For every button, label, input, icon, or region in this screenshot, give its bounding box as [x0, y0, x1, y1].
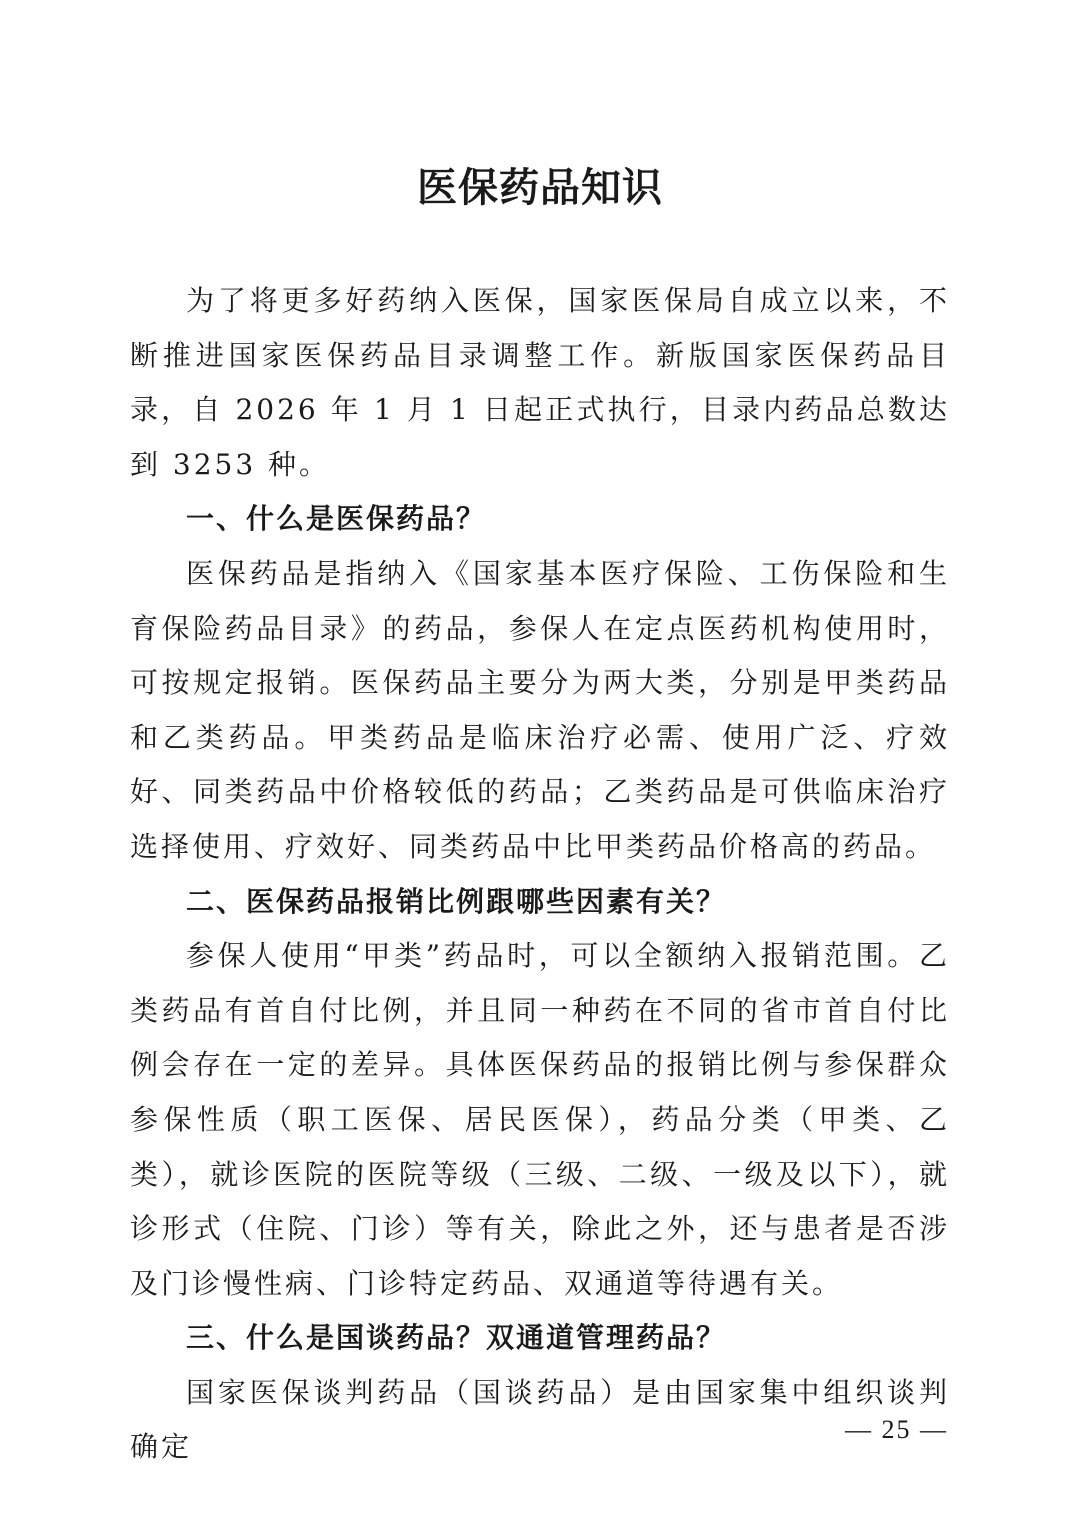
document-body: [130, 274, 950, 1475]
section-heading-3: 三、什么是国谈药品？双通道管理药品？: [186, 1321, 727, 1355]
page-number: — 25 —: [845, 1415, 948, 1444]
section-heading-2: 二、医保药品报销比例跟哪些因素有关？: [186, 884, 727, 918]
paragraph-intro: 为了将更多好药纳入医保，国家医保局自成立以来，不断推进国家医保药品目录调整工作。新版国家医保药品目录，自 2026 年 1 月 1 日起正式执行，目录内药品总数达到 3253 种。: [130, 284, 950, 481]
document-title: 医保药品知识: [417, 164, 663, 211]
section-heading-1: 一、什么是医保药品？: [186, 502, 487, 536]
paragraph-section-2: 参保人使用“甲类”药品时，可以全额纳入报销范围。乙类药品有首自付比例，并且同一种药在不同的省市首自付比例会存在一定的差异。具体医保药品的报销比例与参保群众参保性质（职工医保、居民医保），药品分类（甲类、乙类），就诊医院的医院等级（三级、二级、一级及以下），就诊形式（住院、门诊）等有关，除此之外，还与患者是否涉及门诊慢性病、门诊特定药品、双通道等待遇有关。: [130, 939, 950, 1300]
paragraph-section-1: 医保药品是指纳入《国家基本医疗保险、工伤保险和生育保险药品目录》的药品，参保人在定点医药机构使用时，可按规定报销。医保药品主要分为两大类，分别是甲类药品和乙类药品。甲类药品是临床治疗必需、使用广泛、疗效好、同类药品中价格较低的药品；乙类药品是可供临床治疗选择使用、疗效好、同类药品中比甲类药品价格高的药品。: [130, 556, 950, 863]
paragraph-section-3: 国家医保谈判药品（国谈药品）是由国家集中组织谈判确定: [130, 1375, 950, 1464]
